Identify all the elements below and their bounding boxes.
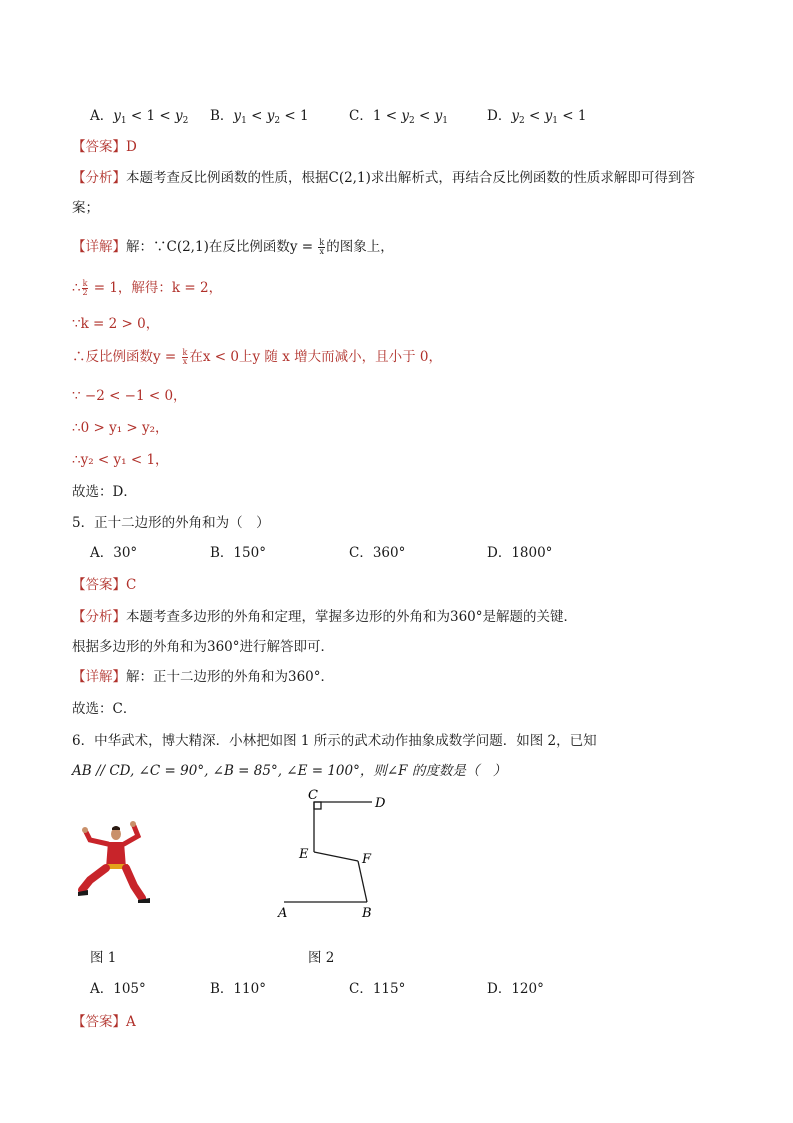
- q6-stem-line1: 6．中华武术，博大精深．小林把如图 1 所示的武术动作抽象成数学问题．如图 2，已知: [72, 733, 597, 749]
- q6-option-c: C．115°: [349, 981, 406, 997]
- fig1-caption: 图 1: [90, 950, 117, 966]
- label-d: D: [375, 796, 386, 811]
- q6-option-d: D．120°: [487, 981, 544, 997]
- q4-analysis-line1: 【分析】本题考查反比例函数的性质，根据C(2,1)求出解析式，再结合反比例函数的性质求解即可得到答: [72, 170, 695, 186]
- q5-option-d: D．1800°: [487, 545, 553, 561]
- q6-answer: 【答案】A: [72, 1014, 136, 1030]
- q5-analysis-line1: 【分析】本题考查多边形的外角和定理，掌握多边形的外角和为360°是解题的关键．: [72, 609, 578, 625]
- label-a: A: [278, 906, 288, 921]
- q4-detail-line5: ∵ −2 < −1 < 0，: [72, 388, 187, 404]
- q4-option-c: C．$1 < y_2 < y_1$: [349, 108, 448, 126]
- label-f: F: [362, 852, 372, 867]
- q4-option-b: B．$y_1 < y_2 < 1$: [210, 108, 309, 126]
- q5-detail: 【详解】解：正十二边形的外角和为360°．: [72, 669, 335, 685]
- q5-analysis-line2: 根据多边形的外角和为360°进行解答即可．: [72, 639, 335, 655]
- q4-detail-line4: ∴反比例函数y = $\frac{k}{x}$ 在x < 0上y 随 x 增大而减小，且小于 0，: [72, 348, 442, 366]
- q4-detail-line1: 【详解】解：∵C(2,1)在反比例函数y = $\frac{k}{x}$ 的图象上，: [72, 238, 394, 256]
- answer-value: D: [126, 139, 137, 155]
- right-angle-mark: [314, 802, 321, 809]
- q5-answer: 【答案】C: [72, 577, 137, 593]
- q4-answer: [72, 135, 137, 155]
- q5-option-c: C．360°: [349, 545, 406, 561]
- q5-option-b: B．150°: [210, 545, 266, 561]
- q4-conclusion: 故选：D．: [72, 484, 137, 500]
- q6-option-a: A．105°: [90, 981, 146, 997]
- label-e: E: [299, 847, 309, 862]
- q4-detail-line3: ∵k = 2 > 0，: [72, 316, 160, 332]
- answer-tag: 【答案】: [72, 139, 126, 155]
- geometry-figure: [272, 782, 402, 922]
- q5-stem: 5．正十二边形的外角和为（ ）: [72, 515, 270, 531]
- segment-ef: [314, 852, 358, 861]
- q6-option-b: B．110°: [210, 981, 266, 997]
- label-c: C: [308, 788, 318, 803]
- q6-stem-line2: AB // CD, ∠C = 90°, ∠B = 85°, ∠E = 100°，则∠F 的度数是（ ）: [72, 763, 507, 779]
- q4-option-a: A．$y_1 < 1 < y_2$: [90, 108, 189, 126]
- label-b: B: [362, 906, 372, 921]
- martial-artist-figure: [76, 818, 156, 904]
- q4-analysis-line2: 案；: [72, 200, 99, 216]
- q5-option-a: A．30°: [90, 545, 138, 561]
- q5-conclusion: 故选：C．: [72, 701, 137, 717]
- q4-detail-line2: ∴ $\frac{k}{2}$ = 1，解得：k = 2，: [72, 279, 223, 297]
- q4-option-d: D．$y_2 < y_1 < 1$: [487, 108, 587, 126]
- q4-detail-line7: ∴y₂ < y₁ < 1，: [72, 452, 169, 468]
- fig2-caption: 图 2: [308, 950, 335, 966]
- q4-detail-line6: ∴0 > y₁ > y₂，: [72, 420, 169, 436]
- segment-fb: [358, 861, 367, 902]
